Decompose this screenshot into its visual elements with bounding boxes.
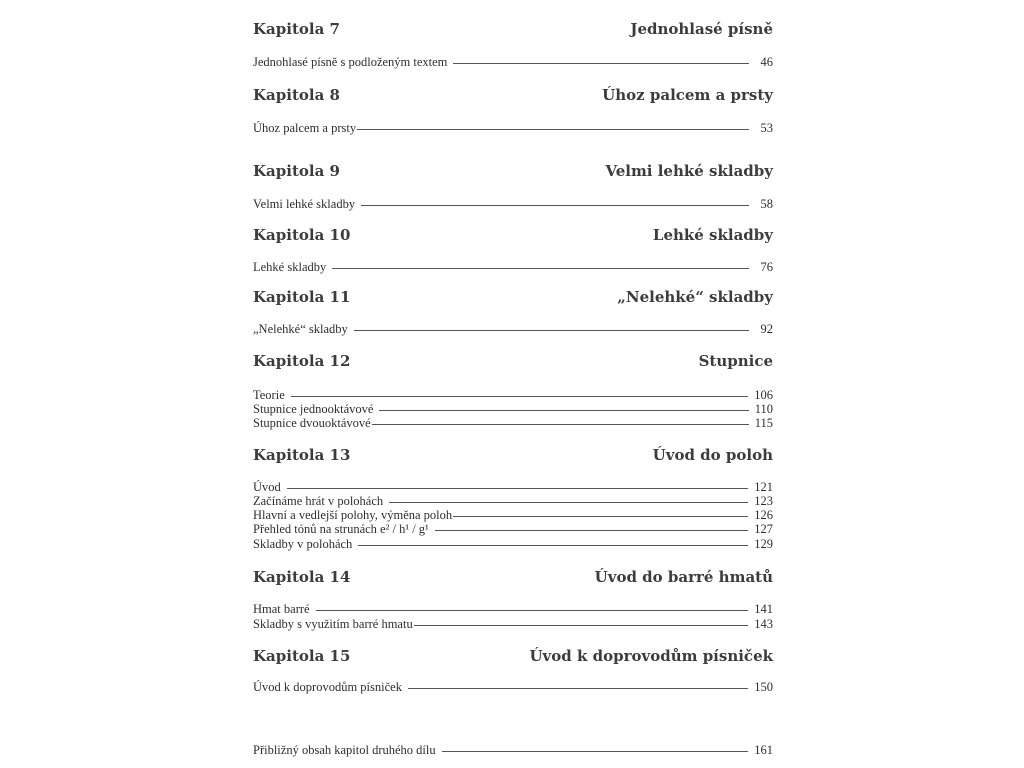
leader-line bbox=[291, 396, 749, 397]
toc-entry bbox=[253, 198, 773, 210]
chapter-title: Úvod do poloh bbox=[652, 446, 773, 464]
leader-line bbox=[372, 424, 749, 425]
toc-entry bbox=[253, 323, 773, 335]
chapter-label: Kapitola 11 bbox=[253, 288, 351, 306]
toc-entry bbox=[253, 538, 773, 550]
toc-entry-text: Skladby v polohách bbox=[253, 537, 353, 551]
toc-entry-page: 127 bbox=[754, 522, 773, 536]
chapter-title: Lehké skladby bbox=[652, 226, 773, 244]
toc-entry-text: Úhoz palcem a prsty bbox=[253, 121, 357, 135]
toc-entry bbox=[253, 509, 773, 521]
toc-entry-page: 150 bbox=[754, 680, 773, 694]
toc-entry-text: Skladby s využitím barré hmatu bbox=[253, 617, 413, 631]
chapter-title: „Nelehké“ skladby bbox=[617, 288, 773, 306]
chapter-heading-11 bbox=[253, 288, 773, 306]
toc-entry bbox=[253, 389, 773, 401]
toc-entry-text: Jednohlasé písně s podloženým textem bbox=[253, 55, 448, 69]
toc-entry-text: Velmi lehké skladby bbox=[253, 197, 356, 211]
chapter-label: Kapitola 14 bbox=[253, 568, 351, 586]
chapter-heading-9 bbox=[253, 162, 773, 180]
leader-line bbox=[361, 205, 749, 206]
leader-line bbox=[408, 688, 748, 689]
leader-line bbox=[358, 545, 748, 546]
chapter-title: Velmi lehké skladby bbox=[605, 162, 773, 180]
chapter-title: Úvod do barré hmatů bbox=[594, 568, 773, 586]
toc-entry-text: Stupnice dvouoktávové bbox=[253, 416, 371, 430]
toc-entry bbox=[253, 618, 773, 630]
toc-entry-page: 143 bbox=[754, 617, 773, 631]
toc-entry-page: 76 bbox=[760, 260, 773, 274]
toc-entry bbox=[253, 122, 773, 134]
chapter-label: Kapitola 9 bbox=[253, 162, 340, 180]
toc-entry-page: 106 bbox=[754, 388, 773, 402]
toc-entry-page: 58 bbox=[760, 197, 773, 211]
toc-entry-text: Začínáme hrát v polohách bbox=[253, 494, 384, 508]
toc-entry bbox=[253, 523, 773, 535]
toc-entry-page: 92 bbox=[760, 322, 773, 336]
toc-entry-page: 115 bbox=[754, 416, 773, 430]
toc-entry-page: 53 bbox=[760, 121, 773, 135]
toc-entry-second-volume bbox=[253, 744, 773, 756]
chapter-label: Kapitola 15 bbox=[253, 647, 351, 665]
toc-page bbox=[253, 0, 773, 768]
chapter-title: Stupnice bbox=[698, 352, 773, 370]
chapter-label: Kapitola 10 bbox=[253, 226, 351, 244]
toc-entry-page: 141 bbox=[754, 602, 773, 616]
leader-line bbox=[453, 63, 749, 64]
leader-line bbox=[357, 129, 749, 130]
chapter-label: Kapitola 8 bbox=[253, 86, 340, 104]
toc-entry bbox=[253, 261, 773, 273]
leader-line bbox=[354, 330, 749, 331]
toc-entry-page: 110 bbox=[754, 402, 773, 416]
chapter-label: Kapitola 13 bbox=[253, 446, 351, 464]
leader-line bbox=[414, 625, 749, 626]
chapter-heading-12 bbox=[253, 352, 773, 370]
chapter-title: Úhoz palcem a prsty bbox=[602, 86, 773, 104]
chapter-label: Kapitola 7 bbox=[253, 20, 340, 38]
toc-entry-text: „Nelehké“ skladby bbox=[253, 322, 348, 336]
leader-line bbox=[379, 410, 748, 411]
toc-entry bbox=[253, 495, 773, 507]
leader-line bbox=[389, 502, 748, 503]
chapter-heading-8 bbox=[253, 86, 773, 104]
toc-entry-page: 126 bbox=[754, 508, 773, 522]
toc-entry bbox=[253, 56, 773, 68]
toc-entry-text: Úvod bbox=[253, 480, 281, 494]
toc-entry-text: Hlavní a vedlejší polohy, výměna poloh bbox=[253, 508, 453, 522]
toc-entry-text: Hmat barré bbox=[253, 602, 310, 616]
chapter-heading-13 bbox=[253, 446, 773, 464]
toc-entry-page: 123 bbox=[754, 494, 773, 508]
leader-line bbox=[453, 516, 748, 517]
toc-entry-text: Úvod k doprovodům písniček bbox=[253, 680, 402, 694]
toc-entry bbox=[253, 403, 773, 415]
leader-line bbox=[287, 488, 748, 489]
chapter-label: Kapitola 12 bbox=[253, 352, 351, 370]
chapter-title: Úvod k doprovodům písniček bbox=[529, 647, 773, 665]
toc-entry-page: 161 bbox=[754, 743, 773, 757]
toc-entry bbox=[253, 681, 773, 693]
toc-entry-text: Stupnice jednooktávové bbox=[253, 402, 374, 416]
toc-entry-text: Přehled tónů na strunách e² / h¹ / g¹ bbox=[253, 522, 429, 536]
leader-line bbox=[435, 530, 748, 531]
chapter-heading-15 bbox=[253, 647, 773, 665]
toc-entry-text: Teorie bbox=[253, 388, 285, 402]
leader-line bbox=[316, 610, 749, 611]
toc-entry-page: 121 bbox=[754, 480, 773, 494]
toc-entry bbox=[253, 481, 773, 493]
toc-entry-text: Přibližný obsah kapitol druhého dílu bbox=[253, 743, 436, 757]
chapter-title: Jednohlasé písně bbox=[630, 20, 773, 38]
leader-line bbox=[442, 751, 749, 752]
toc-entry bbox=[253, 417, 773, 429]
toc-entry bbox=[253, 603, 773, 615]
toc-entry-page: 129 bbox=[754, 537, 773, 551]
chapter-heading-14 bbox=[253, 568, 773, 586]
toc-entry-text: Lehké skladby bbox=[253, 260, 327, 274]
chapter-heading-10 bbox=[253, 226, 773, 244]
chapter-heading-7 bbox=[253, 20, 773, 38]
leader-line bbox=[332, 268, 749, 269]
toc-entry-page: 46 bbox=[760, 55, 773, 69]
